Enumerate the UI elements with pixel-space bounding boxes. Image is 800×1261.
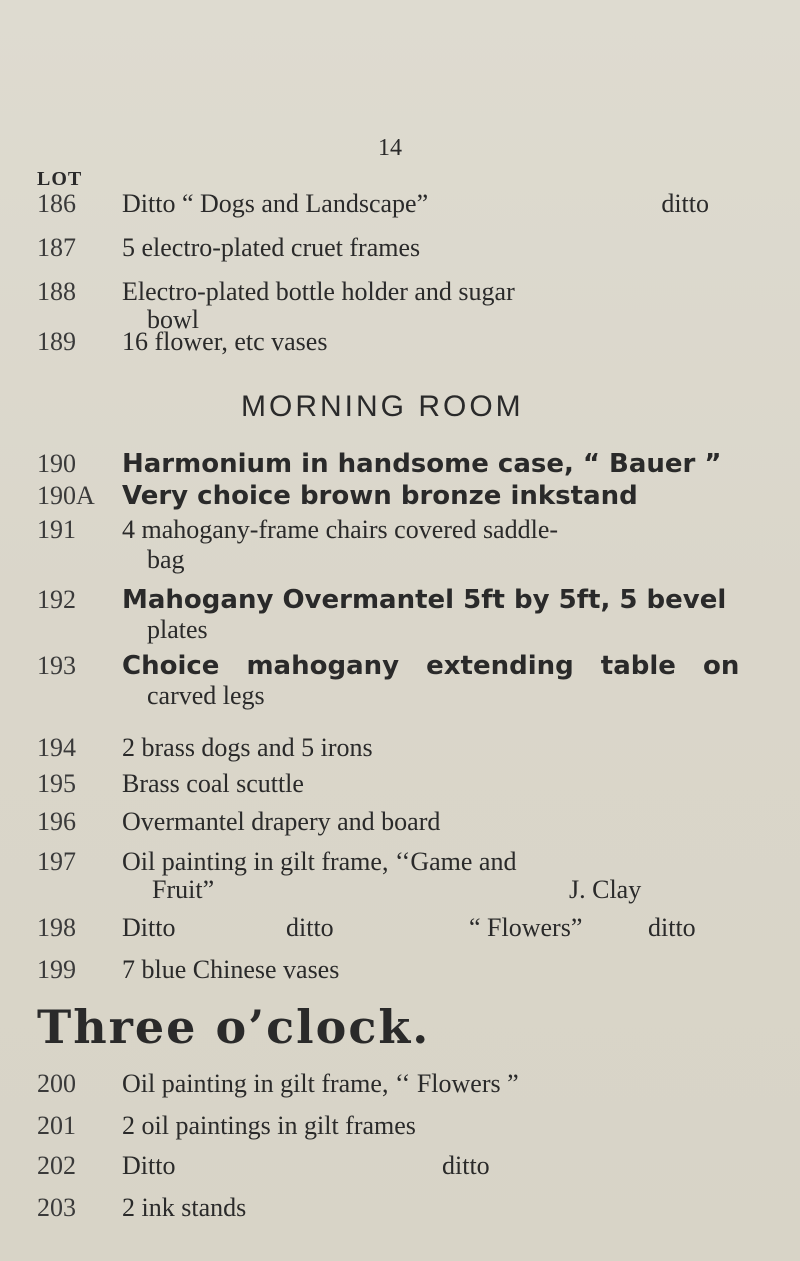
lot-description: Brass coal scuttle — [122, 769, 304, 798]
lot-ditto: ditto — [648, 913, 696, 942]
lot-number: 191 — [37, 515, 76, 544]
lot-number: 195 — [37, 769, 76, 798]
lot-description-continuation: bag — [147, 545, 185, 574]
lot-number: 192 — [37, 585, 76, 614]
lot-number: 190A — [37, 481, 95, 510]
lot-ditto: ditto — [442, 1151, 490, 1180]
section-heading-morning-room: MORNING ROOM — [241, 390, 524, 423]
list-item — [37, 514, 767, 576]
lot-number: 193 — [37, 651, 76, 680]
list-item — [37, 846, 767, 908]
lot-description — [122, 448, 767, 480]
lot-description: Mahogany Overmantel 5ft by 5ft, 5 bevel — [122, 585, 727, 615]
lot-description: 7 blue Chinese vases — [122, 955, 340, 984]
lot-ditto: ditto — [661, 189, 709, 218]
artist-name: J. Clay — [569, 875, 642, 904]
lot-number: 196 — [37, 807, 76, 836]
lot-number: 188 — [37, 277, 76, 306]
lot-description: Overmantel drapery and board — [122, 807, 441, 836]
lot-number: 198 — [37, 913, 76, 942]
lot-description: Ditto — [122, 913, 176, 942]
lot-description-text: Harmonium in handsome case, “ Bauer ” — [122, 449, 722, 479]
lot-number: 200 — [37, 1069, 76, 1098]
lot-number: 189 — [37, 327, 76, 356]
lot-description: 5 electro-plated cruet frames — [122, 233, 421, 262]
lot-description: 2 ink stands — [122, 1193, 247, 1222]
list-item — [37, 650, 767, 712]
lot-number: 201 — [37, 1111, 76, 1140]
lot-description: Ditto — [122, 1151, 176, 1180]
lot-description-continuation: bowl — [147, 305, 199, 334]
lot-description: Oil painting in gilt frame, ‘‘ Flowers ” — [122, 1069, 519, 1098]
lot-column-header: LOT — [37, 168, 83, 190]
lot-number: 199 — [37, 955, 76, 984]
lot-description-continuation: Fruit” — [152, 875, 215, 904]
lot-description-continuation: carved legs — [147, 681, 265, 710]
lot-description: Choice mahogany extending table on — [122, 651, 740, 681]
lot-number: 197 — [37, 847, 76, 876]
lot-number: 202 — [37, 1151, 76, 1180]
lot-description: Very choice brown bronze inkstand — [122, 481, 638, 511]
lot-description-continuation: plates — [147, 615, 208, 644]
lot-title: “ Flowers” — [469, 913, 583, 942]
lot-ditto: ditto — [286, 913, 334, 942]
lot-description: 2 brass dogs and 5 irons — [122, 733, 373, 762]
lot-description: Electro-plated bottle holder and sugar — [122, 277, 515, 306]
lot-description: Oil painting in gilt frame, ‘‘Game and — [122, 847, 517, 876]
lot-number: 186 — [37, 189, 76, 218]
lot-description: 2 oil paintings in gilt frames — [122, 1111, 416, 1140]
section-heading-three-oclock: Three o’clock. — [37, 1000, 431, 1054]
lot-number: 203 — [37, 1193, 76, 1222]
lot-description: 4 mahogany-frame chairs covered saddle- — [122, 515, 559, 544]
lot-number: 187 — [37, 233, 76, 262]
lot-description: 16 flower, etc vases — [122, 327, 328, 356]
lot-number: 190 — [37, 449, 76, 478]
lot-description: Ditto “ Dogs and Landscape” — [122, 189, 429, 218]
page-number: 14 — [378, 135, 402, 161]
list-item — [37, 584, 767, 646]
lot-number: 194 — [37, 733, 76, 762]
